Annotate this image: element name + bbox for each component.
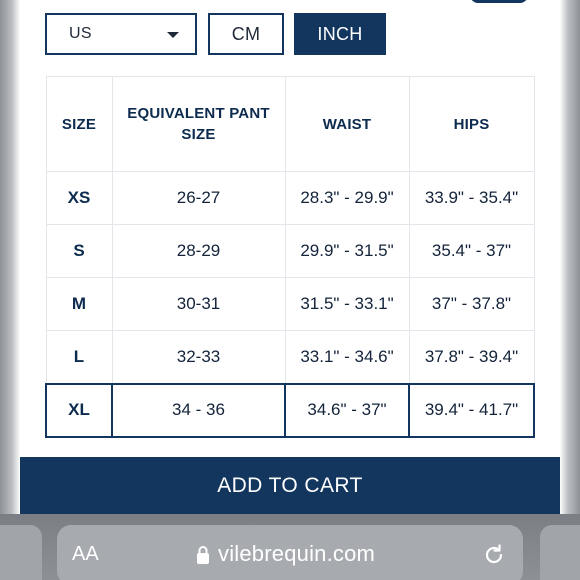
pant-cell: 32-33 [112,331,285,384]
next-tab-edge[interactable] [540,525,580,580]
table-row [46,278,534,331]
table-row [46,331,534,384]
header-hips: HIPS [409,77,534,172]
size-chart-table [45,76,535,438]
waist-cell: 29.9" - 31.5" [285,225,409,278]
header-waist: WAIST [285,77,409,172]
size-cell: XS [46,172,112,225]
header-pant-size: EQUIVALENT PANT SIZE [112,77,285,172]
hips-cell: 37" - 37.8" [409,278,534,331]
size-cell: S [46,225,112,278]
top-button-edge [470,0,528,3]
unit-cm-button[interactable]: CM [208,13,284,55]
waist-cell: 31.5" - 33.1" [285,278,409,331]
text-size-button[interactable]: AA [72,543,99,565]
hips-cell: 37.8" - 39.4" [409,331,534,384]
pant-cell: 34 - 36 [112,384,285,437]
hips-cell: 35.4" - 37" [409,225,534,278]
waist-cell: 33.1" - 34.6" [285,331,409,384]
table-row [46,225,534,278]
header-size: SIZE [46,77,112,172]
size-cell: M [46,278,112,331]
size-cell: XL [46,384,112,437]
table-header-row [46,77,534,172]
pant-cell: 30-31 [112,278,285,331]
waist-cell: 28.3" - 29.9" [285,172,409,225]
hips-cell: 39.4" - 41.7" [409,384,534,437]
lock-icon [196,545,210,565]
pant-cell: 28-29 [112,225,285,278]
pant-cell: 26-27 [112,172,285,225]
table-row [46,172,534,225]
chevron-down-icon [167,32,179,38]
unit-inch-button[interactable]: INCH [294,13,386,55]
region-select-value: US [69,25,92,42]
reload-icon[interactable] [483,544,505,566]
size-cell: L [46,331,112,384]
add-to-cart-button[interactable]: ADD TO CART [20,457,560,514]
table-row-selected [46,384,534,437]
url-text[interactable]: vilebrequin.com [218,541,376,566]
waist-cell: 34.6" - 37" [285,384,409,437]
region-select[interactable] [45,13,197,55]
hips-cell: 33.9" - 35.4" [409,172,534,225]
previous-tab-edge[interactable] [0,525,42,580]
